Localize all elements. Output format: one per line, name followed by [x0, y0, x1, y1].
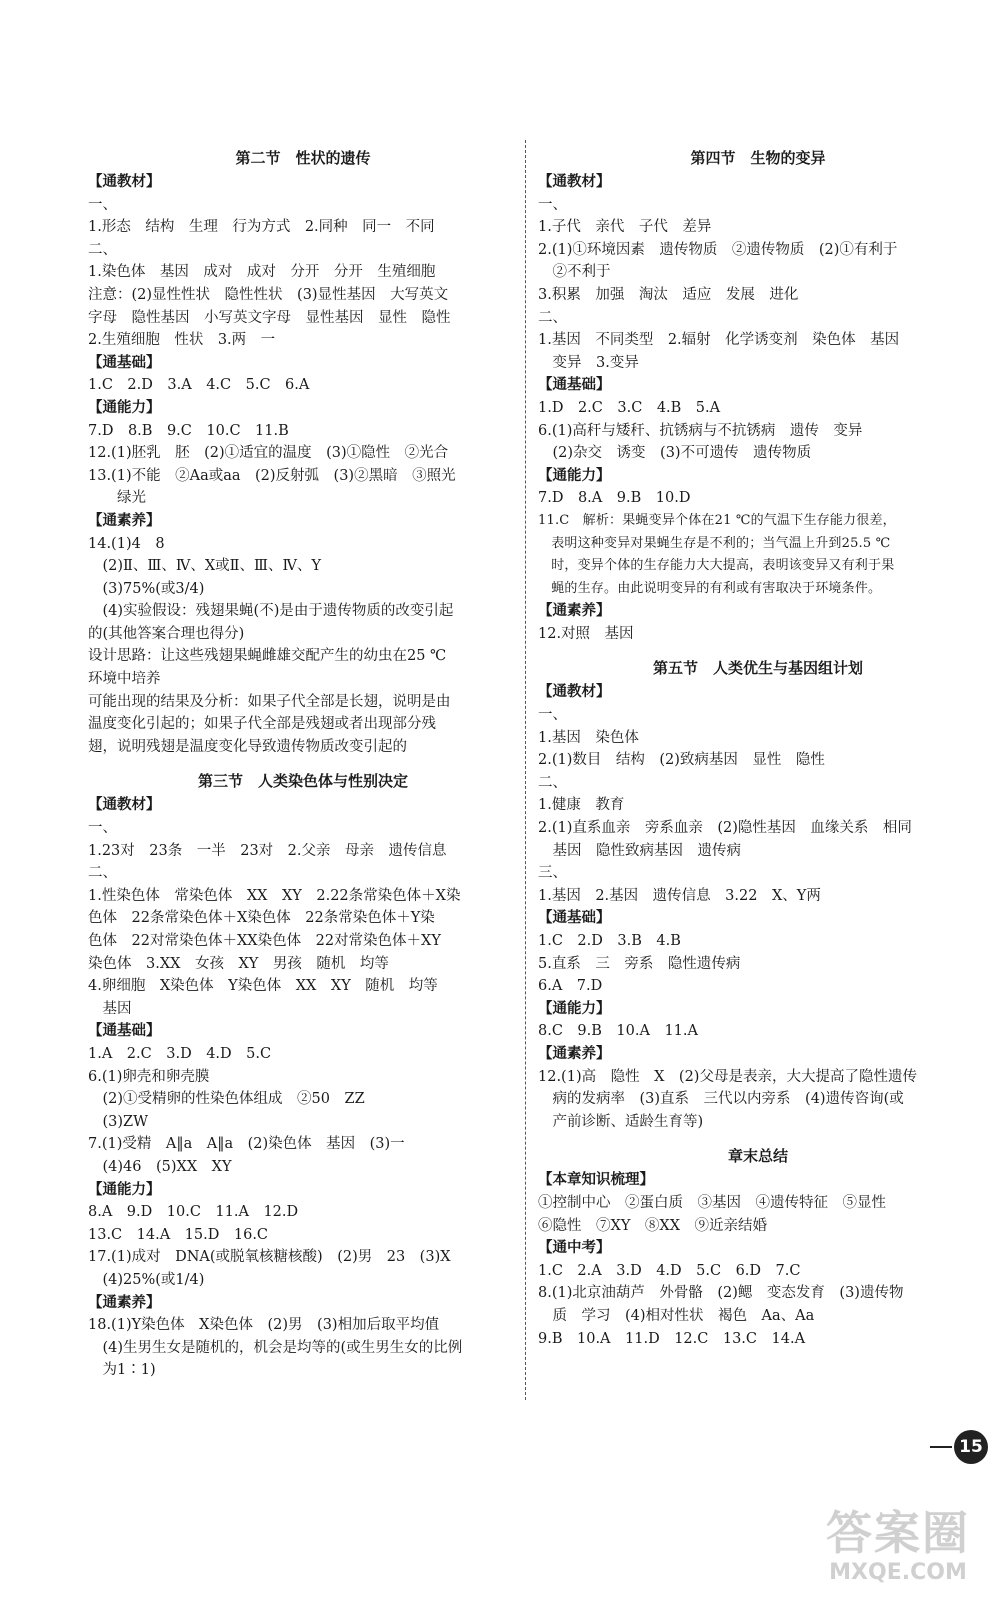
answer-line: 2.(1)数目 结构 (2)致病基因 显性 隐性 — [538, 752, 825, 769]
answer-line: 17.(1)成对 DNA(或脱氧核糖核酸) (2)男 23 (3)X — [88, 1249, 451, 1266]
answer-line: 二、 — [88, 241, 117, 258]
section-title: 章末总结 — [727, 1147, 788, 1166]
answer-line: 产前诊断、适龄生育等) — [538, 1113, 704, 1130]
answer-line: (4)生男生女是随机的，机会是均等的(或生男生女的比例 — [88, 1339, 463, 1356]
section-tag: 【通教材】 — [538, 683, 611, 701]
answer-line: (2)①受精卵的性染色体组成 ②50 ZZ — [88, 1091, 365, 1108]
answer-line: 温度变化引起的；如果子代全部是残翅或者出现部分残 — [88, 716, 436, 733]
section-tag: 【通能力】 — [88, 1180, 161, 1198]
answer-line: 一、 — [538, 707, 567, 724]
answer-line: 1.A 2.C 3.D 4.D 5.C — [88, 1045, 272, 1062]
section-tag: 【通能力】 — [88, 398, 161, 416]
watermark — [808, 1505, 988, 1585]
answer-line: 色体 22对常染色体＋XX染色体 22对常染色体＋XY — [88, 933, 441, 949]
section-tag: 【通素养】 — [538, 1044, 611, 1062]
answer-line: 1.基因 2.基因 遗传信息 3.22 X、Y两 — [538, 887, 821, 904]
answer-line: 注意：(2)显性性状 隐性性状 (3)显性基因 大写英文 — [88, 286, 449, 303]
answer-line: 12.对照 基因 — [538, 625, 634, 642]
answer-line: 质 学习 (4)相对性状 褐色 Aa、Aa — [538, 1307, 815, 1324]
answer-line: (4)46 (5)XX XY — [88, 1158, 232, 1175]
answer-line: 14.(1)4 8 — [88, 535, 165, 552]
answer-line: 可能出现的结果及分析：如果子代全部是长翅，说明是由 — [88, 693, 451, 710]
answer-line: 2.生殖细胞 性状 3.两 一 — [88, 332, 276, 349]
watermark-logo: 答案圈 — [826, 1506, 970, 1560]
page-number: 15 — [954, 1430, 988, 1464]
answer-explanation-line: 表明这种变异对果蝇生存是不利的；当气温上升到25.5 ℃ — [538, 535, 891, 551]
answer-line: 二、 — [538, 309, 567, 326]
section-tag: 【通教材】 — [88, 796, 161, 814]
section-tag: 【通基础】 — [538, 376, 611, 394]
answer-line: 6.(1)高秆与矮秆、抗锈病与不抗锈病 遗传 变异 — [538, 422, 863, 439]
answer-line: 4.卵细胞 X染色体 Y染色体 XX XY 随机 均等 — [88, 978, 438, 995]
answer-explanation-line: 11.C 解析：果蝇变异个体在21 ℃的气温下生存能力很差， — [538, 512, 896, 528]
answer-line: 1.C 2.D 3.A 4.C 5.C 6.A — [88, 377, 310, 394]
answer-line: 环境中培养 — [88, 671, 161, 688]
answer-line: 设计思路：让这些残翅果蝇雌雄交配产生的幼虫在25 ℃ — [88, 648, 447, 665]
answer-line: 1.C 2.A 3.D 4.D 5.C 6.D 7.C — [538, 1262, 801, 1279]
answer-line: 字母 隐性基因 小写英文字母 显性基因 显性 隐性 — [88, 309, 451, 326]
column-divider — [525, 140, 526, 1400]
answer-line: 13.(1)不能 ②Aa或aa (2)反射弧 (3)②黑暗 ③照光 — [88, 467, 456, 484]
section-tag: 【通能力】 — [538, 999, 611, 1017]
answer-line: 基因 隐性致病基因 遗传病 — [538, 842, 741, 859]
answer-line: 1.基因 染色体 — [538, 729, 639, 746]
answer-line: 一、 — [88, 196, 117, 213]
section-tag: 【通基础】 — [538, 909, 611, 927]
watermark-url: MXQE.COM — [829, 1560, 967, 1585]
answer-line: (4)25%(或1/4) — [88, 1271, 205, 1288]
answer-line: 二、 — [88, 865, 117, 882]
answer-line: 基因 — [88, 1000, 132, 1017]
answer-line: 3.积累 加强 淘汰 适应 发展 进化 — [538, 286, 799, 303]
section-tag: 【本章知识梳理】 — [538, 1171, 654, 1189]
answer-line: 13.C 14.A 15.D 16.C — [88, 1226, 269, 1243]
answer-line: 染色体 3.XX 女孩 XY 男孩 随机 均等 — [88, 955, 389, 972]
answer-line: 1.C 2.D 3.B 4.B — [538, 933, 681, 949]
answer-line: 1.健康 教育 — [538, 797, 625, 814]
page-number-badge — [930, 1430, 988, 1464]
answer-line: 18.(1)Y染色体 X染色体 (2)男 (3)相加后取平均值 — [88, 1317, 440, 1334]
answer-line: 的(其他答案合理也得分) — [88, 625, 245, 642]
answer-line: 1.染色体 基因 成对 成对 分开 分开 生殖细胞 — [88, 264, 436, 281]
answer-line: 变异 3.变异 — [538, 354, 639, 371]
answer-line: 6.A 7.D — [538, 978, 603, 995]
section-title: 第二节 性状的遗传 — [235, 149, 371, 167]
answer-explanation-line: 时，变异个体的生存能力大大提高，表明该变异又有利于果 — [538, 558, 895, 574]
answer-line: 1.形态 结构 生理 行为方式 2.同种 同一 不同 — [88, 219, 435, 236]
answer-line: 7.D 8.A 9.B 10.D — [538, 490, 691, 507]
section-tag: 【通中考】 — [538, 1239, 611, 1257]
answer-line: 2.(1)直系血亲 旁系血亲 (2)隐性基因 血缘关系 相同 — [538, 820, 912, 837]
left-column — [88, 145, 518, 1382]
answer-line: 病的发病率 (3)直系 三代以内旁系 (4)遗传咨询(或 — [538, 1091, 904, 1108]
answer-line: 8.A 9.D 10.C 11.A 12.D — [88, 1204, 299, 1221]
answer-line: ①控制中心 ②蛋白质 ③基因 ④遗传特征 ⑤显性 — [538, 1194, 886, 1211]
answer-line: 7.D 8.B 9.C 10.C 11.B — [88, 422, 289, 439]
section-tag: 【通教材】 — [538, 173, 611, 190]
section-tag: 【通教材】 — [88, 173, 161, 190]
answer-line: 1.子代 亲代 子代 差异 — [538, 219, 712, 236]
section-title: 第四节 生物的变异 — [690, 149, 826, 167]
answer-line: 色体 22条常染色体＋X染色体 22条常染色体＋Y染 — [88, 910, 435, 927]
section-tag: 【通基础】 — [88, 1022, 161, 1040]
right-column — [538, 145, 978, 1350]
section-tag: 【通素养】 — [538, 602, 611, 620]
section-title: 第三节 人类染色体与性别决定 — [197, 772, 408, 791]
answer-line: ②不利于 — [538, 264, 611, 281]
answer-line: 1.性染色体 常染色体 XX XY 2.22条常染色体＋X染 — [88, 887, 461, 904]
answer-line: 2.(1)①环境因素 遗传物质 ②遗传物质 (2)①有利于 — [538, 241, 898, 258]
answer-line: 1.23对 23条 一半 23对 2.父亲 母亲 遗传信息 — [88, 842, 447, 859]
answer-line: 1.基因 不同类型 2.辐射 化学诱变剂 染色体 基因 — [538, 332, 900, 349]
answer-line: (2)杂交 诱变 (3)不可遗传 遗传物质 — [538, 445, 812, 462]
answer-line: (4)实验假设：残翅果蝇(不)是由于遗传物质的改变引起 — [88, 603, 454, 620]
page-number-dash — [930, 1446, 952, 1448]
answer-line: (3)ZW — [88, 1113, 149, 1130]
answer-line: 5.直系 三 旁系 隐性遗传病 — [538, 955, 741, 972]
answer-line: 8.(1)北京油葫芦 外骨骼 (2)鳃 变态发育 (3)遗传物 — [538, 1285, 904, 1302]
section-tag: 【通能力】 — [538, 466, 611, 484]
answer-line: 绿光 — [88, 490, 146, 507]
answer-line: 12.(1)胚乳 胚 (2)①适宜的温度 (3)①隐性 ②光合 — [88, 445, 449, 462]
answer-line: 7.(1)受精 A‖a A‖a (2)染色体 基因 (3)一 — [88, 1136, 405, 1153]
section-tag: 【通基础】 — [88, 353, 161, 371]
answer-explanation-line: 蝇的生存。由此说明变异的有利或有害取决于环境条件。 — [538, 580, 882, 596]
answer-line: 二、 — [538, 774, 567, 791]
section-tag: 【通素养】 — [88, 1293, 161, 1311]
answer-line: (2)Ⅱ、Ⅲ、Ⅳ、X或Ⅱ、Ⅲ、Ⅳ、Y — [88, 558, 322, 575]
answer-line: 为1∶1) — [88, 1362, 156, 1379]
answer-line: 1.D 2.C 3.C 4.B 5.A — [538, 399, 721, 416]
answer-line: (3)75%(或3/4) — [88, 580, 205, 597]
answer-line: 翅，说明残翅是温度变化导致遗传物质改变引起的 — [88, 738, 407, 755]
answer-line: 9.B 10.A 11.D 12.C 13.C 14.A — [538, 1330, 806, 1347]
section-title: 第五节 人类优生与基因组计划 — [652, 659, 863, 678]
answer-line: 一、 — [538, 196, 567, 213]
answer-line: 12.(1)高 隐性 X (2)父母是表亲，大大提高了隐性遗传 — [538, 1068, 917, 1085]
answer-line: 8.C 9.B 10.A 11.A — [538, 1023, 698, 1040]
answer-line: ⑥隐性 ⑦XY ⑧XX ⑨近亲结婚 — [538, 1217, 768, 1234]
section-tag: 【通素养】 — [88, 511, 161, 529]
answer-line: 三、 — [538, 865, 567, 882]
answer-line: 6.(1)卵壳和卵壳膜 — [88, 1068, 210, 1085]
answer-line: 一、 — [88, 820, 117, 837]
